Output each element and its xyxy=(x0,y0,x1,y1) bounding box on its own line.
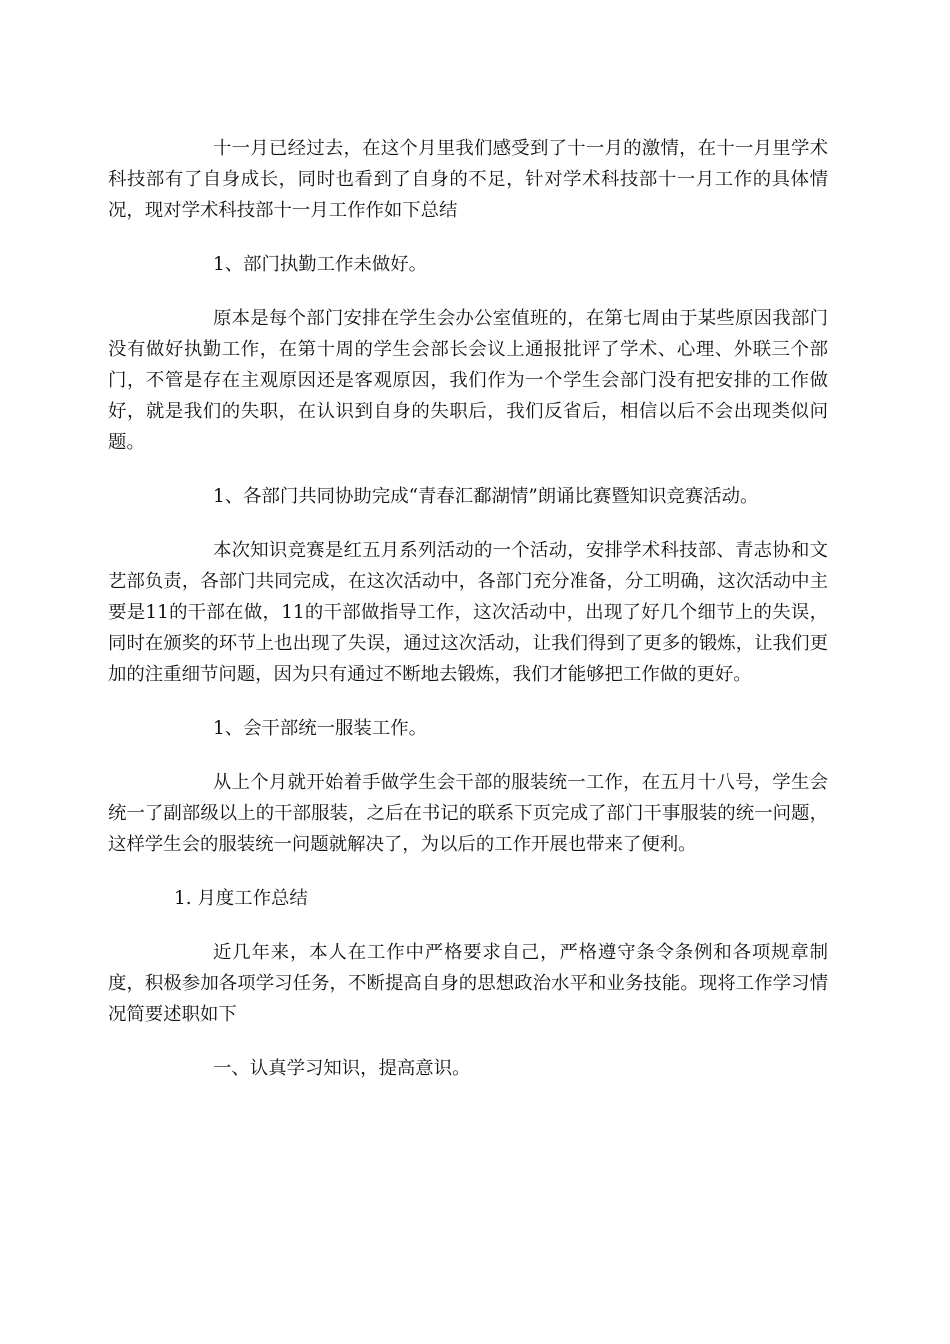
duty-paragraph: 原本是每个部门安排在学生会办公室值班的，在第七周由于某些原因我部门没有做好执勤工作，在第十周的学生会部长会议上通报批评了学术、心理、外联三个部门，不管是存在主观原因还是客观原因，我们作为一个学生会部门没有把安排的工作做好，就是我们的失职，在认识到自身的失职后，我们反省后，相信以后不会出现类似问题。 xyxy=(108,308,828,453)
section-heading-monthly-summary: 1. 月度工作总结 xyxy=(174,888,308,909)
competition-paragraph: 本次知识竞赛是红五月系列活动的一个活动，安排学术科技部、青志协和文艺部负责，各部门共同完成，在这次活动中，各部门充分准备，分工明确，这次活动中主要是11的干部在做，11的干部做指导工作，这次活动中，出现了好几个细节上的失误，同时在颁奖的环节上也出现了失误，通过这次活动，让我们得到了更多的锻炼，让我们更加的注重细节问题，因为只有通过不断地去锻炼，我们才能够把工作做的更好。 xyxy=(108,540,828,685)
document-body xyxy=(108,133,828,1107)
section-heading-study: 一、认真学习知识，提高意识。 xyxy=(213,1058,471,1079)
summary-paragraph: 近几年来，本人在工作中严格要求自己，严格遵守条令条例和各项规章制度，积极参加各项学习任务，不断提高自身的思想政治水平和业务技能。现将工作学习情况简要述职如下 xyxy=(108,942,828,1025)
section-heading-uniform: 1、会干部统一服装工作。 xyxy=(213,718,427,739)
uniform-paragraph: 从上个月就开始着手做学生会干部的服装统一工作，在五月十八号，学生会统一了副部级以上的干部服装，之后在书记的联系下页完成了部门干事服装的统一问题，这样学生会的服装统一问题就解决了，为以后的工作开展也带来了便利。 xyxy=(108,772,828,855)
section-heading-competition: 1、各部门共同协助完成“青春汇鄱湖情”朗诵比赛暨知识竞赛活动。 xyxy=(213,486,759,507)
intro-paragraph: 十一月已经过去，在这个月里我们感受到了十一月的激情，在十一月里学术科技部有了自身成长，同时也看到了自身的不足，针对学术科技部十一月工作的具体情况，现对学术科技部十一月工作作如下总结 xyxy=(108,138,828,221)
section-heading-duty: 1、部门执勤工作未做好。 xyxy=(213,254,427,275)
